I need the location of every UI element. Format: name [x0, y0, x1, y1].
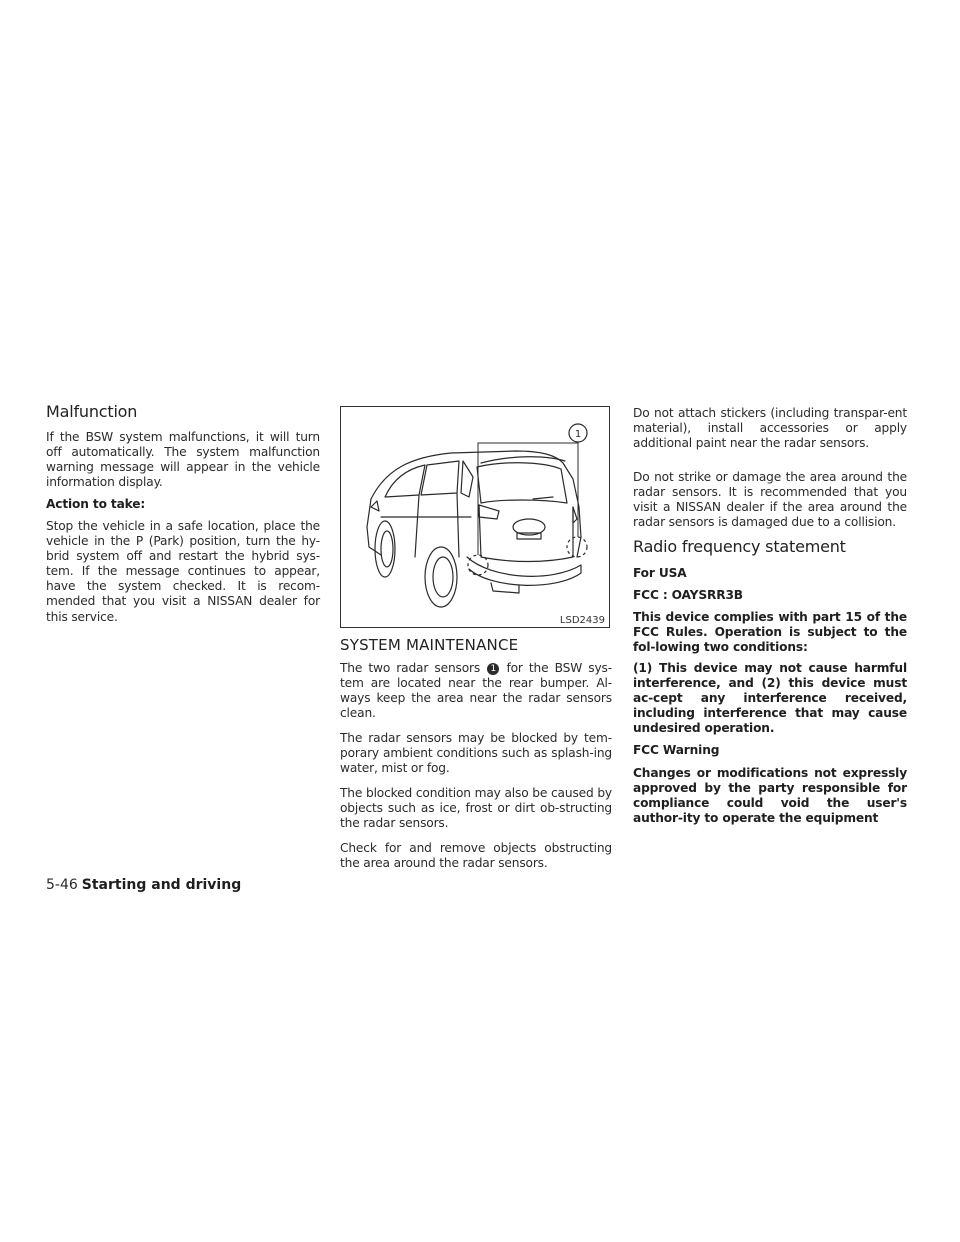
- maintenance-p1-start: The two radar sensors: [340, 661, 481, 675]
- sensor-marker-icon: 1: [487, 663, 499, 675]
- page-footer: [46, 877, 241, 893]
- action-paragraph: Stop the vehicle in a safe location, place the vehicle in the P (Park) position, turn the hy-brid system off and restart the hybrid sys-tem. If the message continues to appear, have the system checked. It is recom-mended that you visit a NISSAN dealer for this service.: [46, 519, 320, 624]
- maintenance-paragraph-4: Check for and remove objects obstructing the area around the radar sensors.: [340, 841, 612, 871]
- stickers-paragraph: Do not attach stickers (including transpar-ent material), install accessories or apply additional paint near the radar sensors.: [633, 406, 907, 451]
- malfunction-paragraph: If the BSW system malfunctions, it will turn off automatically. The system malfunction warning message will appear in the vehicle information display.: [46, 430, 320, 490]
- maintenance-paragraph-3: The blocked condition may also be caused by objects such as ice, frost or dirt ob-structing the radar sensors.: [340, 786, 612, 831]
- system-maintenance-heading: SYSTEM MAINTENANCE: [340, 636, 519, 654]
- section-title: Starting and driving: [81, 877, 242, 893]
- fcc-warning-text: Changes or modifications not expressly approved by the party responsible for compliance could void the user's author-ity to operate the equipment: [633, 766, 907, 826]
- radio-frequency-heading: Radio frequency statement: [633, 537, 846, 556]
- fcc-conditions-text: (1) This device may not cause harmful interference, and (2) this device must ac-cept any interference received, including interference that may cause undesired operation.: [633, 661, 907, 736]
- fcc-id: FCC : OAYSRR3B: [633, 588, 743, 602]
- malfunction-heading: Malfunction: [46, 402, 138, 421]
- action-to-take-heading: Action to take:: [46, 497, 146, 511]
- fcc-warning-label: FCC Warning: [633, 743, 720, 757]
- fcc-compliance-text: This device complies with part 15 of the FCC Rules. Operation is subject to the fol-lowing two conditions:: [633, 610, 907, 655]
- callout-1-label: 1: [574, 429, 582, 440]
- damage-paragraph: Do not strike or damage the area around the radar sensors. It is recommended that you visit a NISSAN dealer if the area around the radar sensors is damaged due to a collision.: [633, 470, 907, 530]
- rear-bumper-radar-figure: [340, 406, 610, 628]
- figure-code: LSD2439: [559, 615, 605, 626]
- maintenance-paragraph-2: The radar sensors may be blocked by tem-porary ambient conditions such as splash-ing water, mist or fog.: [340, 731, 612, 776]
- for-usa-label: For USA: [633, 566, 687, 580]
- page-number: 5-46: [46, 877, 78, 893]
- vehicle-rear-illustration: [341, 407, 609, 627]
- maintenance-paragraph-1: [340, 661, 612, 721]
- maintenance-p1-end: for the BSW sys-tem are located near the rear bumper. Al-ways keep the area near the radar sensors clean.: [340, 661, 612, 721]
